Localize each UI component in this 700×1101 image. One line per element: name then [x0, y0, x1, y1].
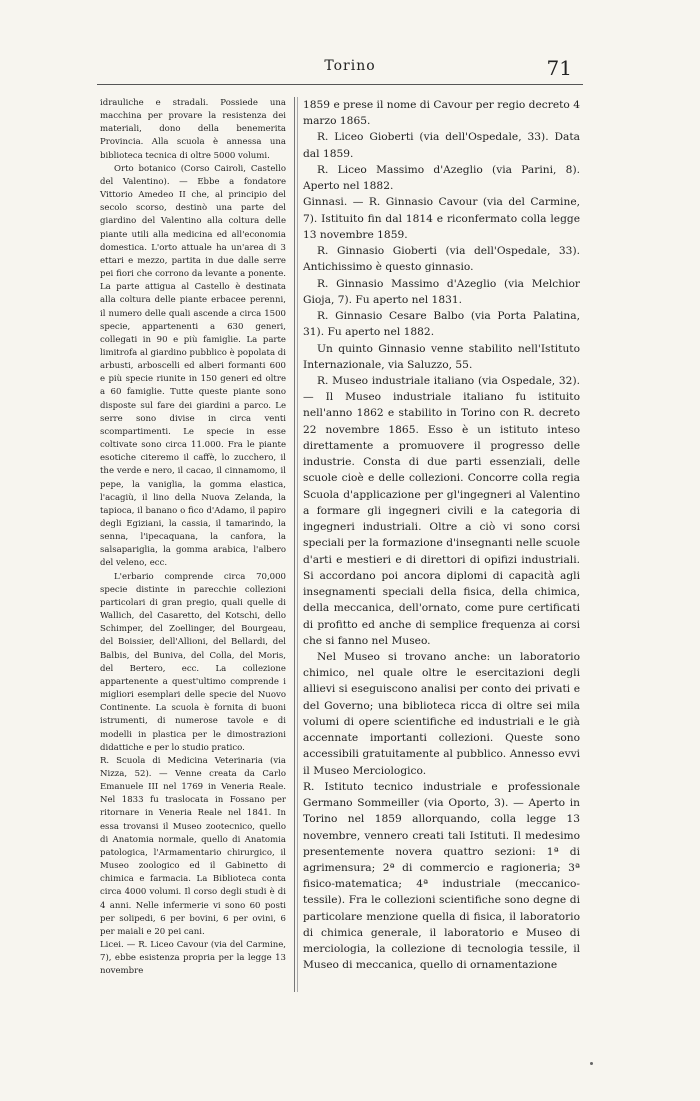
left-column: [100, 97, 286, 978]
paragraph: L'erbario comprende circa 70,000 specie distinte in parecchie collezioni particolari di gran pregio, quali quelle di Wallich, del Casaretto, del Kotschi, dello Schimper, del Zoellinger, del Bourgeau, del Boissier, dell'Allioni, del Bellardi, del Balbis, del Buniva, del Colla, del Moris, del Bertero, ecc. La collezione appartenente a quest'ultimo comprende i migliori esemplari delle specie del Nuovo Continente. La scuola è fornita di buoni istrumenti, di numerose tavole e di modelli in plastica per le dimostrazioni didattiche e per lo studio pratico.: [100, 571, 286, 753]
paragraph: 1859 e prese il nome di Cavour per regio decreto 4 marzo 1865.: [303, 98, 580, 128]
column-divider: [294, 97, 295, 992]
paragraph: Orto botanico (Corso Cairoli, Castello del Valentino). — Ebbe a fondatore Vittorio Amedeo II che, al principio del secolo scorso, destinò una parte del giardino del Valentino alla coltura delle piante utili alla medicina ed all'economia domestica. L'orto attuale ha un'area di 3 ettari e mezzo, partita in due dalle serre pei fiori che corrono da levante a ponente. La parte attigua al Castello è destinata alla coltura delle piante erbacee perenni, il numero delle quali ascende a circa 1500 specie, appartenenti a 630 generi, collegati in 90 e più famiglie. La parte limitrofa al giardino pubblico è popolata di arbusti, arboscelli ed alberi formanti 600 e più specie riunite in 150 generi ed oltre a 60 famiglie. Tutte queste piante sono disposte sul fare dei giardini a parco. Le serre sono divise in circa venti scompartimenti. Le specie in esse coltivate sono circa 11.000. Fra le piante esotiche citeremo il caffè, lo zucchero, il the verde e nero, il cacao, il cinnamomo, il pepe, la vaniglia, la gomma elastica, l'acagiù, il lino della Nuova Zelanda, la tapioca, il banano o fico d'Adamo, il papiro degli Egiziani, la cassia, il tamarindo, la senna, l'ipecaquana, la canfora, la salsapariglia, la gomma arabica, l'albero del veleno, ecc.: [100, 163, 286, 569]
paragraph: R. Istituto tecnico industriale e professionale Germano Sommeiller (via Oporto, 3). — Aperto in Torino nel 1859 allorquando, colla legge 13 novembre, vennero creati tali Istituti. Il medesimo presentemente novera quattro sezioni: 1ª di agrimensura; 2ª di commercio e ragioneria; 3ª fisico-matematica; 4ª industriale (meccanico-tessile). Fra le collezioni scientifiche sono degne di particolare menzione quella di fisica, il laboratorio di chimica generale, il laboratorio e Museo di merciologia, la collezione di tecnologia tessile, il Museo di meccanica, quello di ornamentazione: [303, 779, 580, 972]
paragraph: R. Ginnasio Gioberti (via dell'Ospedale, 33). Antichissimo è questo ginnasio.: [303, 244, 580, 274]
paragraph: Nel Museo si trovano anche: un laboratorio chimico, nel quale oltre le esercitazioni degli allievi si eseguiscono analisi per conto dei privati e del Governo; una biblioteca ricca di oltre sei mila volumi di opere scientifiche ed industriali e le già accennate importanti collezioni. Queste sono accessibili gratuitamente al pubblico. Annesso evvi il Museo Merciologico.: [303, 649, 580, 777]
paragraph: R. Scuola di Medicina Veterinaria (via Nizza, 52). — Venne creata da Carlo Emanuele III nel 1769 in Veneria Reale. Nel 1833 fu traslocata in Fossano per ritornare in Veneria Reale nel 1841. In essa trovansi il Museo zootecnico, quello di Anatomia normale, quello di Anatomia patologica, l'Armamentario chirurgico, il Museo zoologico ed il Gabinetto di chimica e farmacia. La Biblioteca conta circa 4000 volumi. Il corso degli studi è di 4 anni. Nelle infermerie vi sono 60 posti per solipedi, 6 per bovini, 6 per ovini, 6 per maiali e 20 pei cani.: [100, 755, 286, 937]
paragraph: idrauliche e stradali. Possiede una macchina per provare la resistenza dei materiali, dono della benemerita Provincia. Alla scuola è annessa una biblioteca tecnica di oltre 5000 volumi.: [100, 98, 286, 161]
print-speck: [590, 1062, 593, 1065]
right-column: [303, 97, 580, 974]
paragraph: Un quinto Ginnasio venne stabilito nell'Istituto Internazionale, via Saluzzo, 55.: [303, 341, 580, 371]
paragraph: R. Museo industriale italiano (via Ospedale, 32). — Il Museo industriale italiano fu istituito nell'anno 1862 e stabilito in Torino con R. decreto 22 novembre 1865. Esso è un istituto inteso direttamente a promuovere il progresso delle industrie. Consta di due parti essenziali, delle scuole cioè e delle collezioni. Concorre colla regia Scuola d'applicazione per gl'ingegneri al Valentino a formare gli ingegneri civili e la categoria di ingegneri industriali. Oltre a ciò vi sono corsi speciali per la formazione d'insegnanti nelle scuole d'arti e mestieri e di direttori di opifizi industriali. Si accordano poi ancora diplomi di capacità agli insegnamenti speciali della fisica, della chimica, della meccanica, dell'ornato, come pure certificati di profitto ed anche di semplice frequenza ai corsi che si fanno nel Museo.: [303, 373, 580, 647]
column-divider: [297, 97, 298, 992]
paragraph: R. Liceo Gioberti (via dell'Ospedale, 33). Data dal 1859.: [303, 130, 580, 160]
paragraph: R. Ginnasio Massimo d'Azeglio (via Melchior Gioja, 7). Fu aperto nel 1831.: [303, 276, 580, 306]
paragraph: R. Liceo Massimo d'Azeglio (via Parini, 8). Aperto nel 1882.: [303, 162, 580, 193]
header-rule: [97, 84, 583, 85]
paragraph: Ginnasi. — R. Ginnasio Cavour (via del Carmine, 7). Istituito fin dal 1814 e riconfermato colla legge 13 novembre 1859.: [303, 195, 580, 241]
running-head: Torino: [324, 58, 376, 74]
paragraph: Licei. — R. Liceo Cavour (via del Carmine, 7), ebbe esistenza propria per la legge 13 novembre: [100, 940, 286, 977]
paragraph: R. Ginnasio Cesare Balbo (via Porta Palatina, 31). Fu aperto nel 1882.: [303, 309, 580, 339]
page-number: 71: [546, 56, 572, 80]
